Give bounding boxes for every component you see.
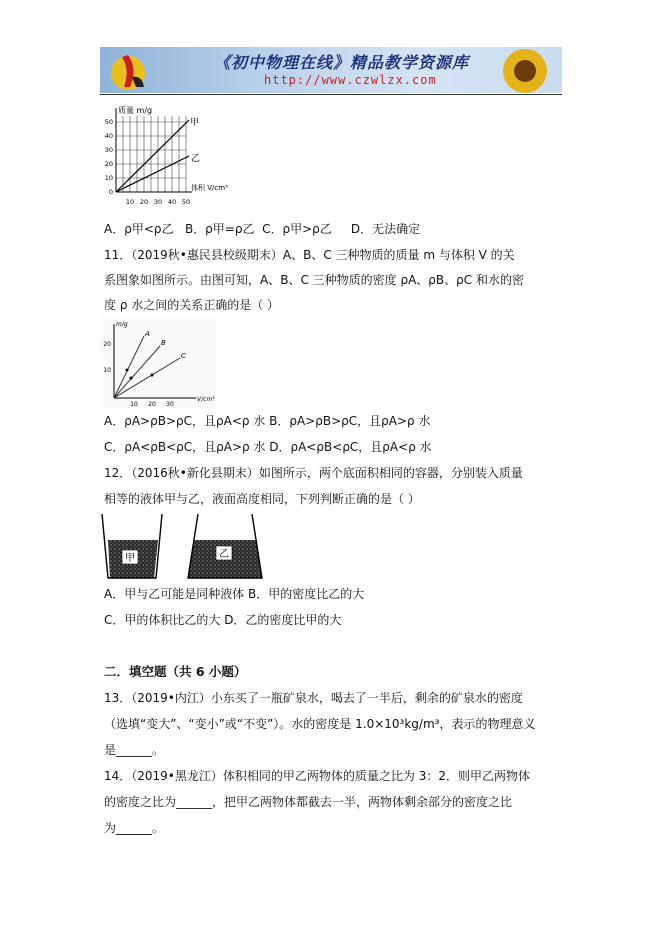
container-left-label: 甲 (125, 553, 135, 564)
graph1-label-yi: 乙 (191, 154, 201, 164)
q11-options-cd: C．ρA<ρB<ρC，且ρA>ρ 水 D．ρA<ρB<ρC，且ρA<ρ 水 (104, 440, 432, 454)
q10-options (104, 221, 420, 237)
q12-line-2: 相等的液体甲与乙，液面高度相同，下列判断正确的是（ ） (104, 492, 420, 506)
graph1-xtick: 10 (125, 198, 135, 206)
graph1-ytick: 10 (104, 174, 113, 182)
graph1-xtick: 50 (181, 198, 191, 206)
graph1-label-jia: 甲 (190, 118, 200, 128)
graph1-ytick: 20 (104, 160, 113, 168)
graph1-xlabel: 体积 V/cm³ (191, 184, 228, 192)
q13-line-2: （选填“变大”、“变小”或“不变”）。水的密度是 1.0×10³kg/m³，表示的物理意义 (104, 717, 536, 731)
q10-option-b: B．ρ甲=ρ乙 (184, 222, 255, 236)
graph2-label-b: B (161, 339, 166, 347)
q10-option-c: C．ρ甲>ρ乙 (262, 222, 332, 236)
graph2-label-a: A (145, 330, 150, 338)
graph2-ylabel: m/g (116, 321, 128, 328)
mass-volume-graph-2 (100, 318, 216, 408)
graph2-point (130, 377, 133, 380)
container-right-label: 乙 (219, 549, 229, 560)
graph1-xtick: 30 (153, 198, 163, 206)
q12-options-ab: A．甲与乙可能是同种液体 B．甲的密度比乙的大 (104, 587, 365, 601)
graph2-ytick: 10 (103, 367, 111, 374)
mass-volume-graph-1 (98, 100, 258, 212)
graph2-xtick: 30 (166, 401, 174, 408)
banner-title: 《初中物理在线》精品教学资源库 (214, 53, 470, 72)
graph2-xtick: 20 (148, 401, 156, 408)
graph1-xtick: 20 (139, 198, 149, 206)
graph2-xlabel: V/cm³ (197, 396, 215, 403)
two-containers-figure (98, 512, 270, 580)
q11-options-ab: A．ρA>ρB>ρC，且ρA<ρ 水 B．ρA>ρB>ρC，且ρA>ρ 水 (104, 414, 431, 428)
graph2-xtick: 10 (130, 401, 138, 408)
q12-line-1: 12．（2016秋•新化县期末）如图所示，两个底面积相同的容器，分别装入质量 (104, 466, 523, 480)
q12-options-cd: C．甲的体积比乙的大 D．乙的密度比甲的大 (104, 613, 342, 627)
section-heading: 二．填空题（共 6 小题） (104, 664, 247, 679)
q11-line-1: 11．（2019秋•惠民县校级期末）A、B、C 三种物质的质量 m 与体积 V 的关 (104, 248, 515, 262)
graph1-ytick: 30 (104, 146, 113, 154)
q14-line-1: 14．（2019•黑龙江）体积相同的甲乙两物体的质量之比为 3：2．则甲乙两物体 (104, 769, 530, 783)
banner-divider (100, 94, 562, 95)
q14-line-3: 为______。 (104, 821, 165, 835)
banner-url: http://www.czwlzx.com (264, 73, 437, 87)
graph1-line-yi (116, 156, 189, 192)
graph1-ytick: 40 (104, 132, 113, 140)
q11-line-3: 度 ρ 水之间的关系正确的是（ ） (104, 298, 280, 312)
graph1-grid (116, 116, 186, 192)
graph1-line-jia (116, 120, 189, 192)
graph2-ytick: 20 (103, 341, 111, 348)
graph1-xtick: 40 (167, 198, 177, 206)
graph1-ytick: 0 (108, 188, 113, 196)
graph1-ylabel: 质量 m/g (118, 106, 153, 115)
q13-line-1: 13．（2019•内江）小东买了一瓶矿泉水，喝去了一半后，剩余的矿泉水的密度 (104, 691, 523, 705)
graph1-ytick: 50 (104, 118, 113, 126)
graph2-label-c: C (181, 352, 186, 360)
q14-line-2: 的密度之比为______，把甲乙两物体都截去一半，两物体剩余部分的密度之比 (104, 795, 513, 809)
q10-option-d: D．无法确定 (350, 222, 421, 236)
sunflower-center-icon (514, 60, 536, 82)
q10-option-a: A．ρ甲<ρ乙 (104, 222, 174, 236)
q11-line-2: 系图象如图所示。由图可知，A、B、C 三种物质的密度 ρA、ρB、ρC 和水的密 (104, 273, 524, 287)
graph2-point (151, 374, 154, 377)
q13-line-3: 是______。 (104, 743, 165, 757)
graph2-point (126, 369, 129, 372)
